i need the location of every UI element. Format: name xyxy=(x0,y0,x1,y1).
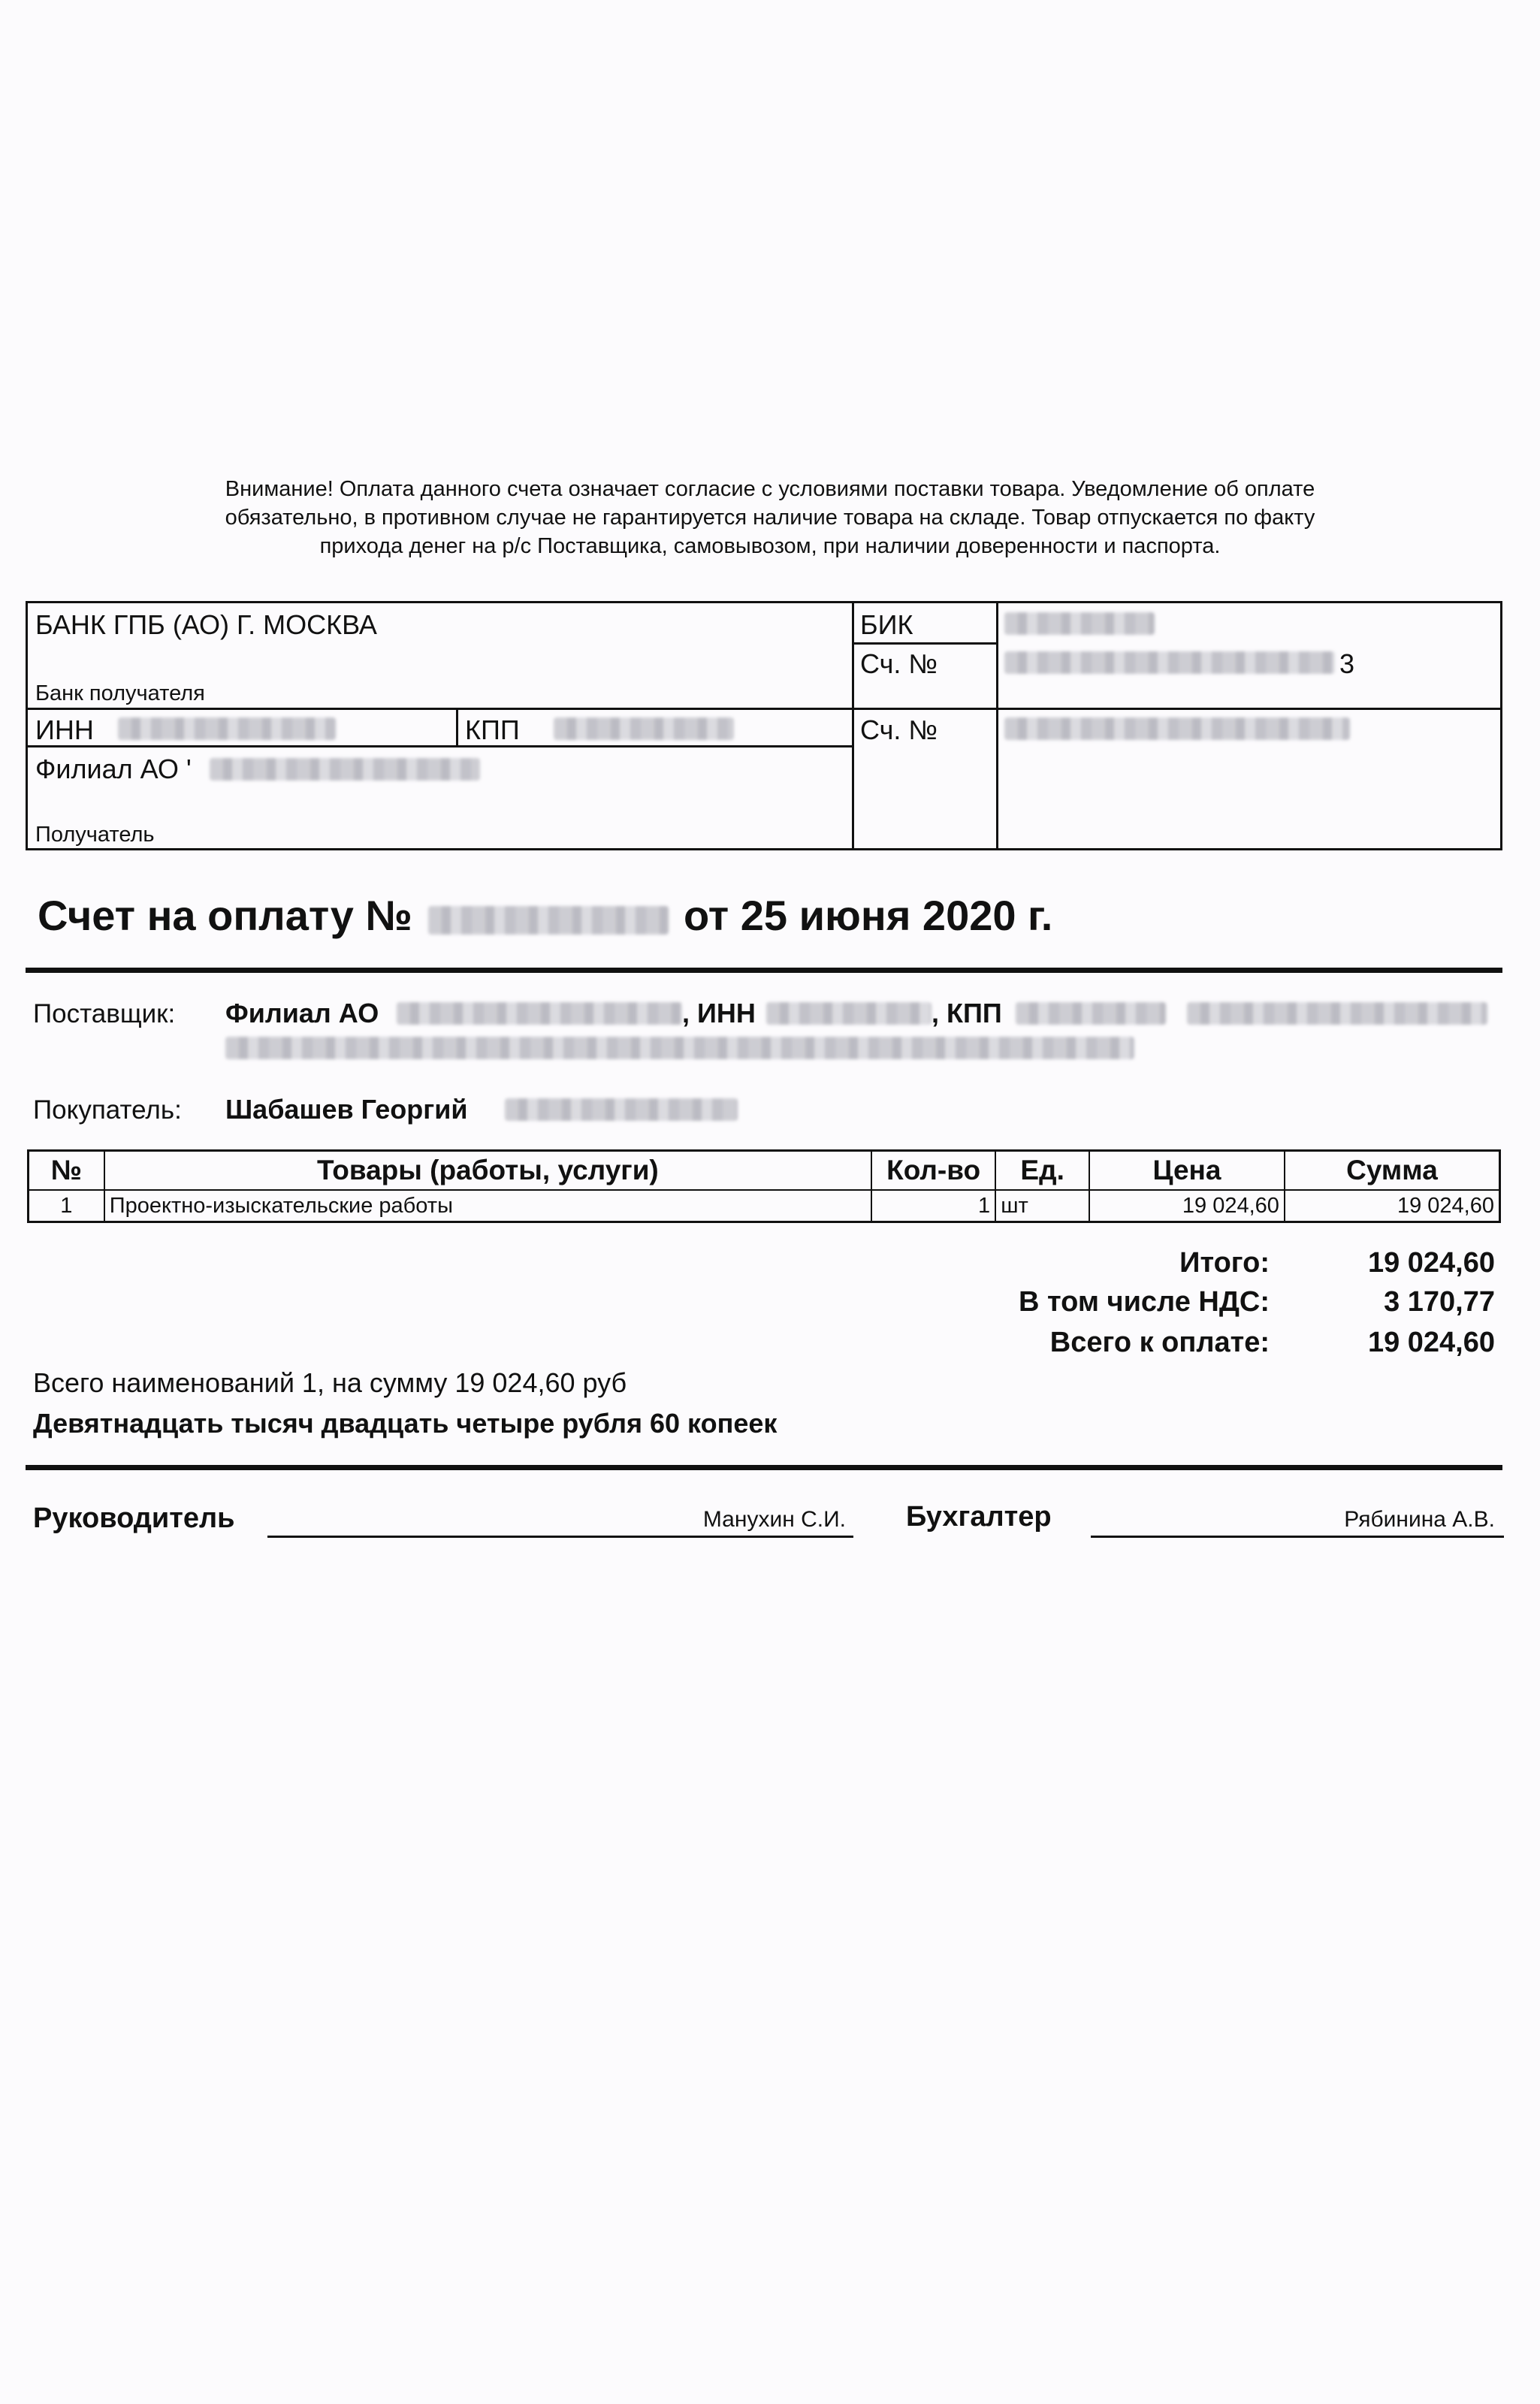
buyer-label: Покупатель: xyxy=(33,1095,182,1125)
redacted-kpp xyxy=(554,717,734,740)
recipient-label: Получатель xyxy=(35,823,155,847)
supplier-label: Поставщик: xyxy=(33,999,176,1028)
items-table xyxy=(27,1149,1501,1223)
total-label: Итого: xyxy=(1179,1247,1270,1279)
col-qty: Кол-во xyxy=(871,1151,995,1191)
bik-label: БИК xyxy=(860,609,913,640)
summary-count: Всего наименований 1, на сумму 19 024,60 руб xyxy=(33,1367,627,1398)
supplier-name: Филиал АО xyxy=(225,998,379,1028)
total-value: 19 024,60 xyxy=(1367,1247,1495,1279)
account-label: Сч. № xyxy=(860,714,938,745)
redacted-supplier-name xyxy=(397,1002,682,1025)
col-unit: Ед. xyxy=(995,1151,1089,1191)
col-sum: Сумма xyxy=(1285,1151,1500,1191)
kpp-label: КПП xyxy=(465,714,520,745)
invoice-title-suffix: от 25 июня 2020 г. xyxy=(683,892,1053,939)
recipient-name: Филиал АО ' xyxy=(35,754,192,784)
redacted-corr-account xyxy=(1004,651,1335,674)
accountant-label: Бухгалтер xyxy=(906,1501,1052,1533)
redacted-supplier-inn xyxy=(766,1002,932,1025)
summary-words: Девятнадцать тысяч двадцать четыре рубля 60 копеек xyxy=(33,1408,778,1439)
items-table-header xyxy=(29,1151,1500,1191)
redacted-invoice-number xyxy=(424,900,672,935)
redacted-supplier-kpp xyxy=(1016,1002,1166,1025)
inn-label: ИНН xyxy=(35,714,94,745)
row-unit: шт xyxy=(995,1190,1089,1222)
vat-label: В том числе НДС: xyxy=(1019,1286,1270,1318)
redacted-account xyxy=(1004,717,1350,740)
vat-value: 3 170,77 xyxy=(1384,1286,1495,1318)
bank-details-block xyxy=(26,601,1502,850)
redacted-recipient xyxy=(210,758,480,781)
director-label: Руководитель xyxy=(33,1502,235,1534)
redacted-supplier-address-1 xyxy=(1187,1002,1487,1025)
accountant-signature-line xyxy=(1091,1536,1504,1538)
supplier-inn-label: , ИНН xyxy=(682,998,756,1028)
divider-bottom xyxy=(26,1465,1502,1470)
pay-value: 19 024,60 xyxy=(1367,1327,1495,1358)
notice-line-3: прихода денег на р/с Поставщика, самовывозом, при наличии доверенности и паспорта. xyxy=(319,534,1221,558)
col-num: № xyxy=(29,1151,104,1191)
invoice-title xyxy=(38,891,1052,940)
pay-label: Всего к оплате: xyxy=(1049,1327,1270,1358)
row-num: 1 xyxy=(29,1190,104,1222)
invoice-title-prefix: Счет на оплату № xyxy=(38,892,412,939)
payment-notice xyxy=(120,475,1420,560)
director-signature-line xyxy=(267,1536,853,1538)
redacted-supplier-address-2 xyxy=(225,1037,1134,1059)
buyer-name: Шабашев Георгий xyxy=(225,1094,468,1125)
row-name: Проектно-изыскательские работы xyxy=(104,1190,871,1222)
col-price: Цена xyxy=(1089,1151,1285,1191)
notice-line-2: обязательно, в противном случае не гарантируется наличие товара на складе. Товар отпускается по факту xyxy=(225,506,1315,530)
table-row xyxy=(29,1190,1500,1222)
col-name: Товары (работы, услуги) xyxy=(104,1151,871,1191)
accountant-name: Рябинина А.В. xyxy=(1344,1507,1495,1532)
corr-account-tail: 3 xyxy=(1339,648,1355,679)
row-sum: 19 024,60 xyxy=(1285,1190,1500,1222)
corr-account-label: Сч. № xyxy=(860,648,938,679)
bank-recipient-label: Банк получателя xyxy=(35,681,205,705)
divider-top xyxy=(26,968,1502,973)
redacted-bik xyxy=(1004,612,1155,635)
row-price: 19 024,60 xyxy=(1089,1190,1285,1222)
row-qty: 1 xyxy=(871,1190,995,1222)
bank-name: БАНК ГПБ (АО) Г. МОСКВА xyxy=(35,609,377,640)
notice-line-1: Внимание! Оплата данного счета означает согласие с условиями поставки товара. Уведомление об оплате xyxy=(225,477,1315,501)
supplier-kpp-label: , КПП xyxy=(932,998,1002,1028)
director-name: Манухин С.И. xyxy=(702,1507,846,1532)
redacted-buyer-surname xyxy=(505,1098,738,1121)
redacted-inn xyxy=(118,717,336,740)
